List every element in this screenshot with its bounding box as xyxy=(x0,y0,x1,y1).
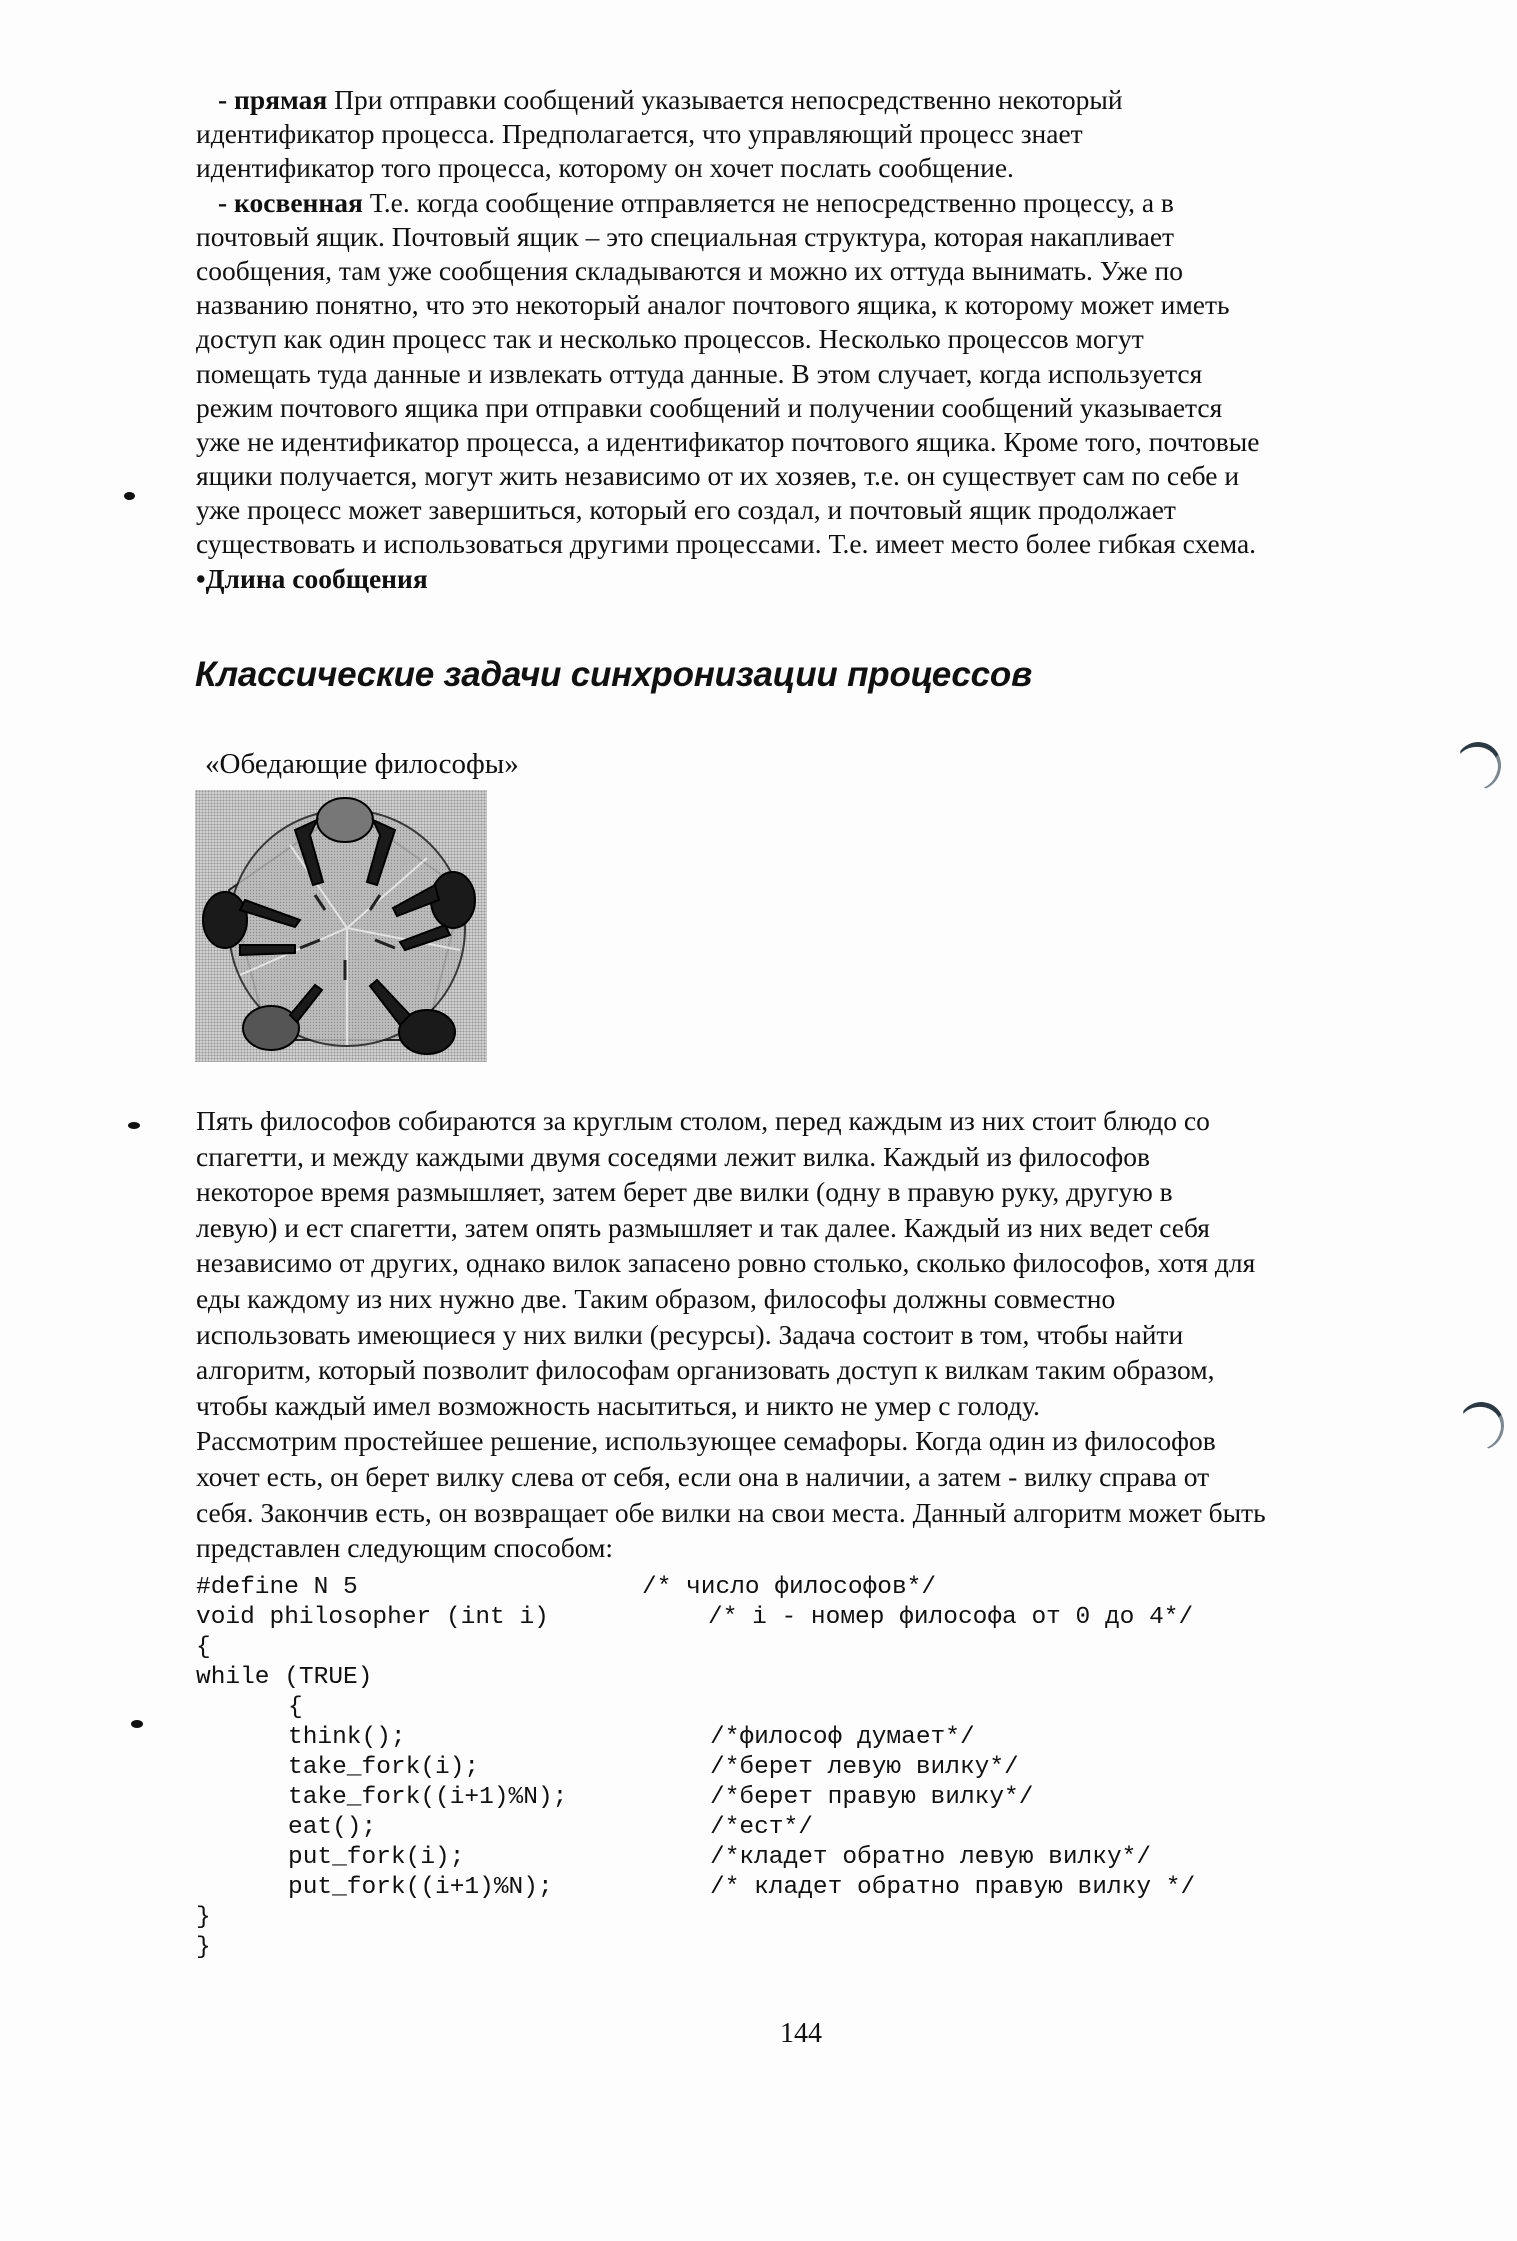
punch-hole-shadow xyxy=(1454,1398,1509,1455)
text-line: уже процесс может завершиться, который его создал, и почтовый ящик продолжает xyxy=(196,494,1176,526)
text-line: - прямая При отправки сообщений указывается непосредственно некоторый xyxy=(218,84,1123,115)
code-statement: while (TRUE) xyxy=(196,1664,373,1691)
text-line: идентификатор того процесса, которому он хочет послать сообщение. xyxy=(196,152,1014,184)
bullet-message-length: •Длина сообщения xyxy=(196,562,428,594)
punch-hole-shadow xyxy=(1451,738,1506,795)
problem-description-paragraph xyxy=(196,1103,1441,1566)
text-line: Рассмотрим простейшее решение, использующее семафоры. Когда один из философов xyxy=(196,1425,1216,1457)
code-line xyxy=(196,1663,1396,1693)
code-line xyxy=(196,1723,1396,1753)
text-line: идентификатор процесса. Предполагается, что управляющий процесс знает xyxy=(196,118,1083,150)
ink-spot-mark xyxy=(128,1122,140,1129)
code-statement: take_fork(i); xyxy=(288,1754,480,1781)
text-line: алгоритм, который позволит философам организовать доступ к вилкам таким образом, xyxy=(196,1354,1215,1386)
code-statement: } xyxy=(196,1934,211,1961)
code-line xyxy=(196,1843,1396,1873)
code-line xyxy=(196,1753,1396,1783)
round-table-icon xyxy=(195,790,487,1062)
code-statement: #define N 5 xyxy=(196,1574,358,1601)
code-statement: think(); xyxy=(288,1724,406,1751)
intro-paragraph xyxy=(196,83,1441,596)
code-line xyxy=(196,1813,1396,1843)
code-statement: put_fork(i); xyxy=(288,1844,465,1871)
text-line: еды каждому из них нужно две. Таким образом, философы должны совместно xyxy=(196,1282,1116,1314)
text-line: спагетти, и между каждыми двумя соседями лежит вилка. Каждый из философов xyxy=(196,1140,1150,1172)
code-line xyxy=(196,1873,1396,1903)
code-line xyxy=(196,1933,1396,1963)
code-listing xyxy=(196,1573,1396,1963)
term-indirect: - косвенная xyxy=(218,186,363,218)
code-line xyxy=(196,1693,1396,1723)
subsection-title: «Обедающие философы» xyxy=(205,748,519,780)
code-comment: /*кладет обратно левую вилку*/ xyxy=(710,1844,1152,1871)
code-statement: { xyxy=(196,1634,211,1661)
code-statement: put_fork((i+1)%N); xyxy=(288,1874,553,1901)
text-line: использовать имеющиеся у них вилки (ресурсы). Задача состоит в том, чтобы найти xyxy=(196,1318,1184,1350)
ink-spot-mark xyxy=(124,492,135,500)
text-line: уже не идентификатор процесса, а идентификатор почтового ящика. Кроме того, почтовые xyxy=(196,425,1260,457)
code-line xyxy=(196,1903,1396,1933)
code-comment: /*берет правую вилку*/ xyxy=(710,1784,1034,1811)
code-line xyxy=(196,1633,1396,1663)
code-line xyxy=(196,1573,1396,1603)
code-line xyxy=(196,1603,1396,1633)
section-heading: Классические задачи синхронизации процессов xyxy=(195,655,1033,694)
code-comment: /*берет левую вилку*/ xyxy=(710,1754,1019,1781)
code-statement: } xyxy=(196,1904,211,1931)
text-line: доступ как один процесс так и несколько процессов. Несколько процессов могут xyxy=(196,323,1144,355)
text-line: режим почтового ящика при отправки сообщений и получении сообщений указывается xyxy=(196,391,1223,423)
text-line: некоторое время размышляет, затем берет две вилки (одну в правую руку, другую в xyxy=(196,1176,1173,1208)
text-line: независимо от других, однако вилок запасено ровно столько, сколько философов, хотя для xyxy=(196,1247,1256,1279)
text-line: чтобы каждый имел возможность насытиться, и никто не умер с голоду. xyxy=(196,1389,1040,1421)
code-statement: { xyxy=(288,1694,303,1721)
text-line: почтовый ящик. Почтовый ящик – это специальная структура, которая накапливает xyxy=(196,220,1175,252)
text-line: представлен следующим способом: xyxy=(196,1532,614,1564)
code-comment: /* число философов*/ xyxy=(642,1574,937,1601)
dining-philosophers-figure xyxy=(195,790,487,1062)
ink-spot-mark xyxy=(131,1720,143,1728)
code-comment: /*философ думает*/ xyxy=(710,1724,975,1751)
code-comment: /* кладет обратно правую вилку */ xyxy=(710,1874,1196,1901)
code-line xyxy=(196,1783,1396,1813)
code-comment: /* i - номер философа от 0 до 4*/ xyxy=(708,1604,1194,1631)
text-line: хочет есть, он берет вилку слева от себя, если она в наличии, а затем - вилку справа от xyxy=(196,1460,1210,1492)
code-statement: eat(); xyxy=(288,1814,377,1841)
text-line: существовать и использоваться другими процессами. Т.е. имеет место более гибкая схема. xyxy=(196,528,1257,560)
text-line: названию понятно, что это некоторый аналог почтового ящика, к которому может иметь xyxy=(196,289,1230,321)
text-line: ящики получается, могут жить независимо от их хозяев, т.е. он существует сам по себе и xyxy=(196,460,1240,492)
page-number: 144 xyxy=(780,2018,822,2049)
text-line: сообщения, там уже сообщения складываются и можно их оттуда вынимать. Уже по xyxy=(196,254,1183,286)
text-line: себя. Закончив есть, он возвращает обе вилки на свои места. Данный алгоритм может быть xyxy=(196,1496,1266,1528)
term-direct: - прямая xyxy=(218,84,328,115)
code-statement: void philosopher (int i) xyxy=(196,1604,549,1631)
text-line: помещать туда данные и извлекать оттуда данные. В этом случает, когда используется xyxy=(196,357,1203,389)
code-comment: /*ест*/ xyxy=(710,1814,813,1841)
code-statement: take_fork((i+1)%N); xyxy=(288,1784,568,1811)
text-line: Пять философов собираются за круглым столом, перед каждым из них стоит блюдо со xyxy=(196,1105,1210,1136)
text-line: левую) и ест спагетти, затем опять размышляет и так далее. Каждый из них ведет себя xyxy=(196,1211,1210,1243)
text-line: - косвенная Т.е. когда сообщение отправляется не непосредственно процессу, а в xyxy=(218,186,1174,218)
